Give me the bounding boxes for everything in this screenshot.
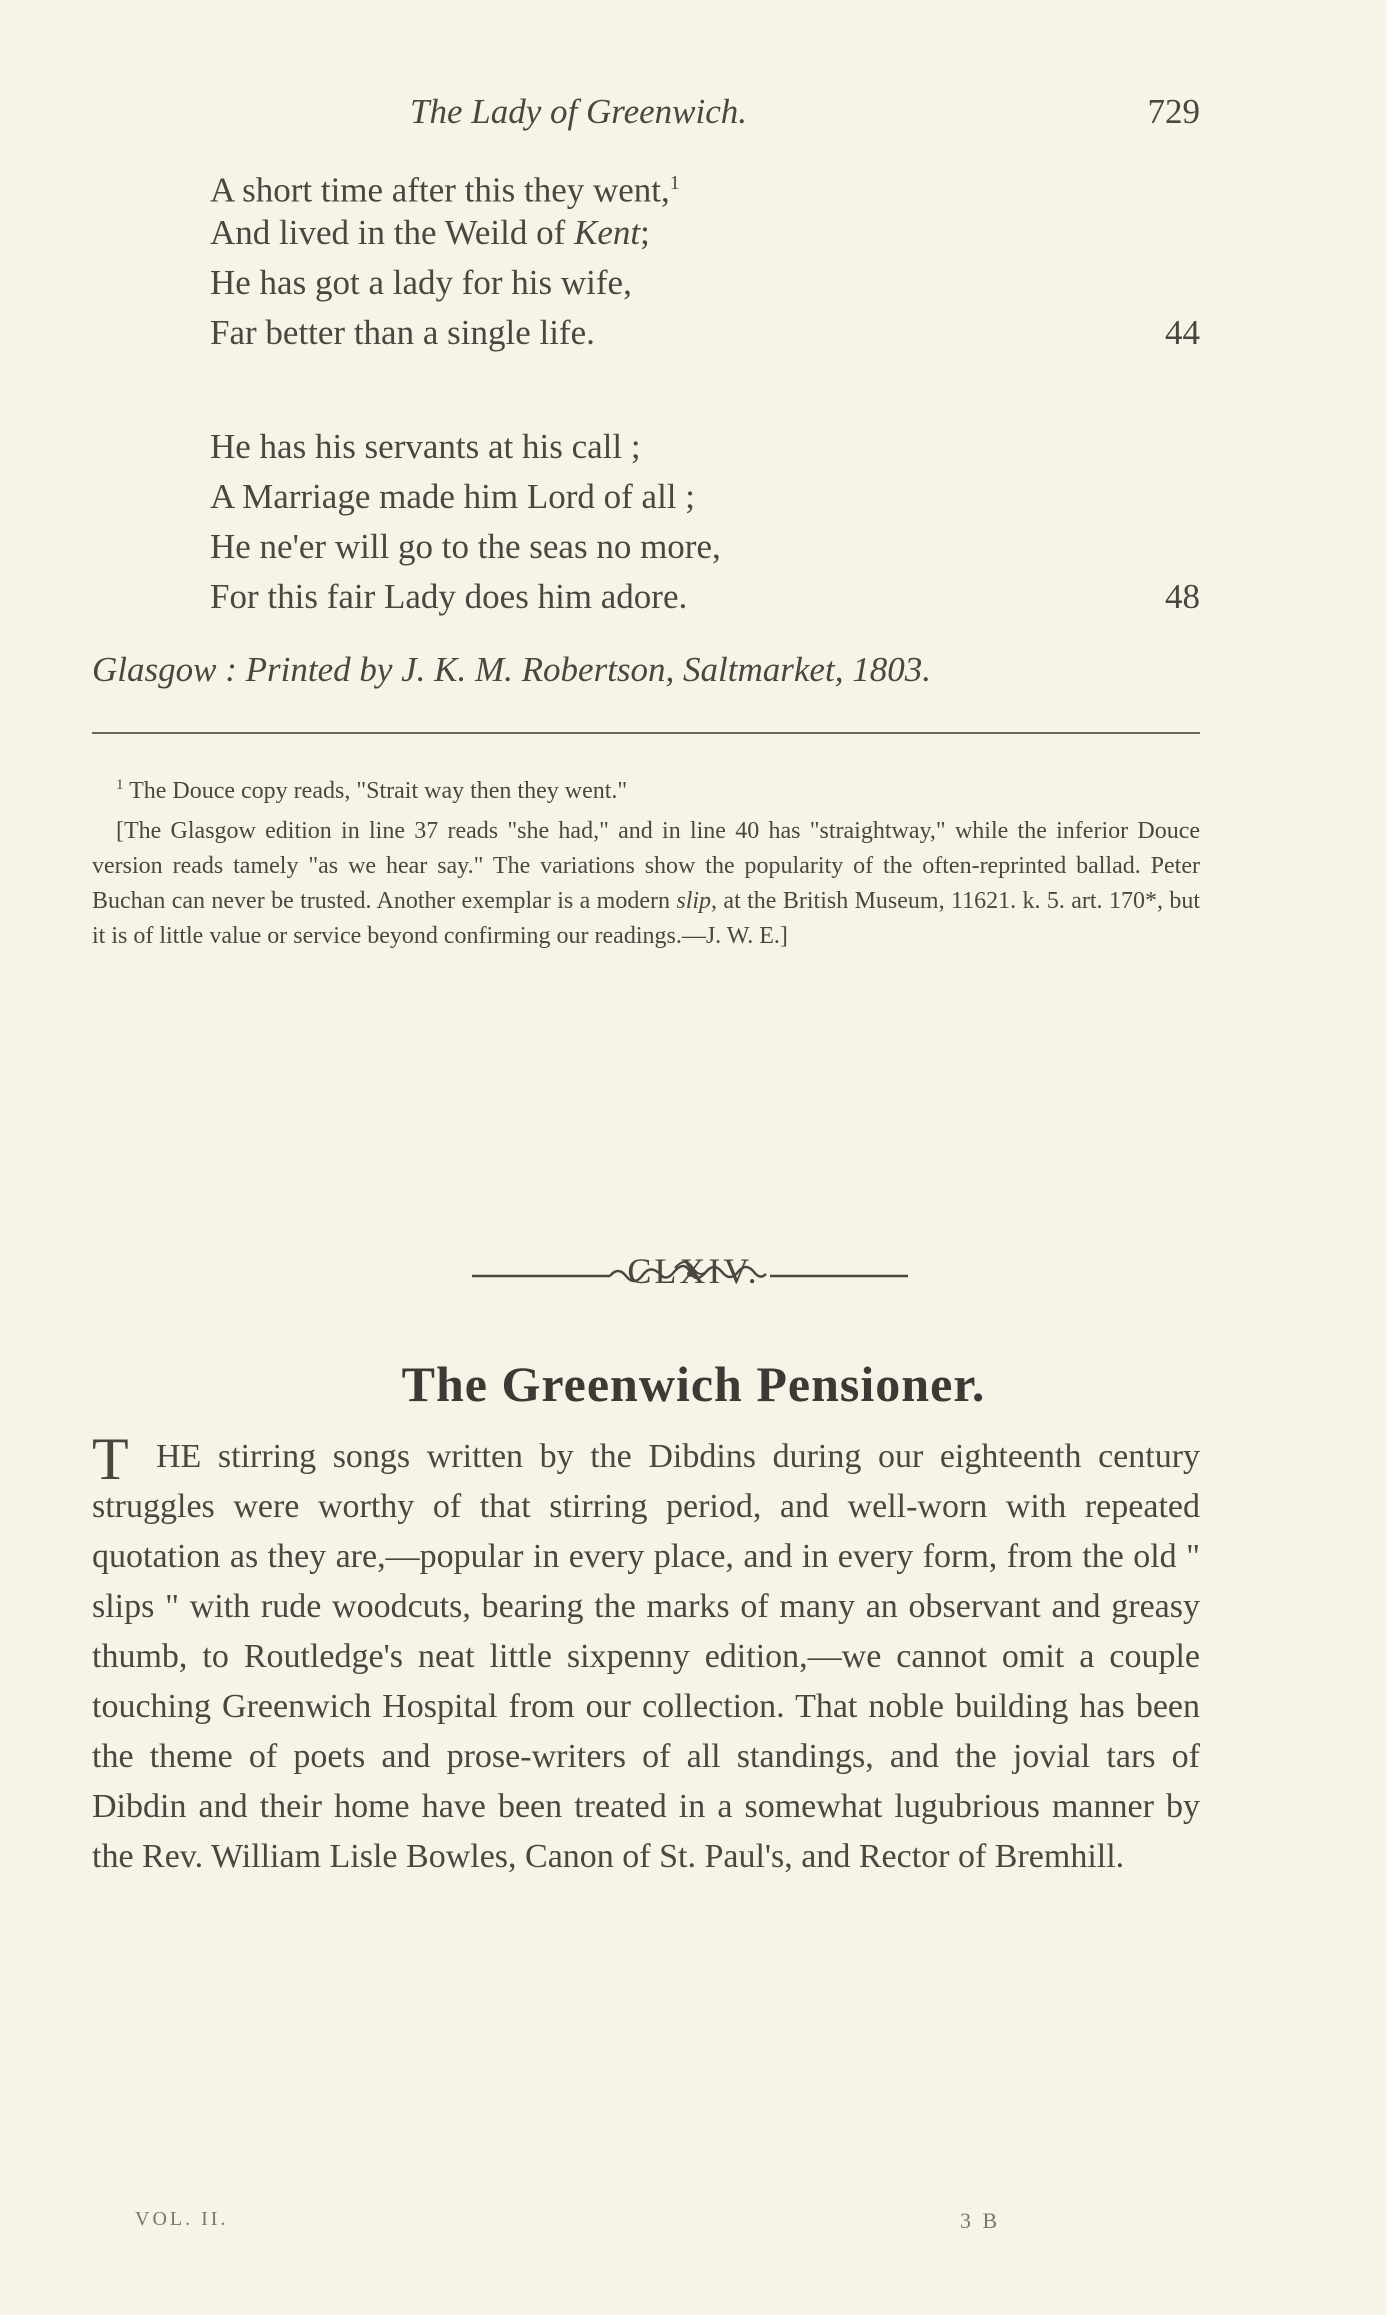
footnote-rule <box>92 732 1200 734</box>
verse-line: And lived in the Weild of Kent; <box>210 213 650 252</box>
verse-line: Far better than a single life. 44 <box>210 308 1200 358</box>
signature-mark: 3 B <box>960 2208 1001 2233</box>
stanza-2 <box>210 422 1200 622</box>
verse-line: A short time after this they went,$^1$ <box>210 170 680 210</box>
imprint-line: Glasgow : Printed by J. K. M. Robertson, Saltmarket, 1803. <box>92 650 931 689</box>
intro-first-line: HE stirring songs written by the Dibdins during our eighteenth <box>156 1438 1082 1475</box>
verse-line: A Marriage made him Lord of all ; <box>210 477 695 516</box>
line-number: 48 <box>1165 577 1200 616</box>
intro-paragraph <box>92 1426 1201 1882</box>
stanza-1 <box>210 158 1200 358</box>
footnote-editor-note: [The Glasgow edition in line 37 reads "she had," and in line 40 has "straightway," while the inferior Douce version reads tamely "as we hear say." The variations show the popularity of the often-reprinted ballad. Peter Buchan can never be trusted. Another exemplar is a modern slip, at the British Museum, 11621. k. 5. art. 170*, but it is of little value or service beyond confirming our readings.—J. W. E.] <box>92 818 1201 949</box>
verse-line: He has his servants at his call ; <box>210 427 641 466</box>
page-number: 729 <box>1147 92 1200 131</box>
intro-rest: century struggles were worthy of that stirring period, and well-worn with repeated quotation as they are,—popular in every place, and in every form, from the old " slips " with rude woodcuts, bearing the marks of many an observant and greasy thumb, to Routledge's neat little sixpenny edition,—we cannot omit a couple touching Greenwich Hospital from our collection. That noble building has been the theme of poets and prose-writers of all standings, and the jovial tars of Dibdin and their home have been treated in a somewhat lugubrious manner by the Rev. William Lisle Bowles, Canon of St. Paul's, and Rector of Bremhill. <box>92 1438 1201 1875</box>
ballad-number: CLXIV. <box>627 1251 760 1291</box>
page-header <box>210 92 1200 142</box>
verse-line: For this fair Lady does him adore. 48 <box>210 572 1200 622</box>
ballad-title: The Greenwich Pensioner. <box>401 1356 986 1412</box>
line-number: 44 <box>1165 313 1200 352</box>
running-title: The Lady of Greenwich. <box>410 92 747 131</box>
drop-cap: T <box>92 1426 129 1492</box>
volume-mark: VOL. II. <box>135 2208 229 2230</box>
verse-line: He ne'er will go to the seas no more, <box>210 527 721 566</box>
footnotes <box>92 768 1200 954</box>
footnote-ref: 1 <box>669 172 680 194</box>
footnote-1: $^1$ The Douce copy reads, "Strait way then they went." <box>116 777 628 804</box>
verse-line: He has got a lady for his wife, <box>210 263 632 302</box>
